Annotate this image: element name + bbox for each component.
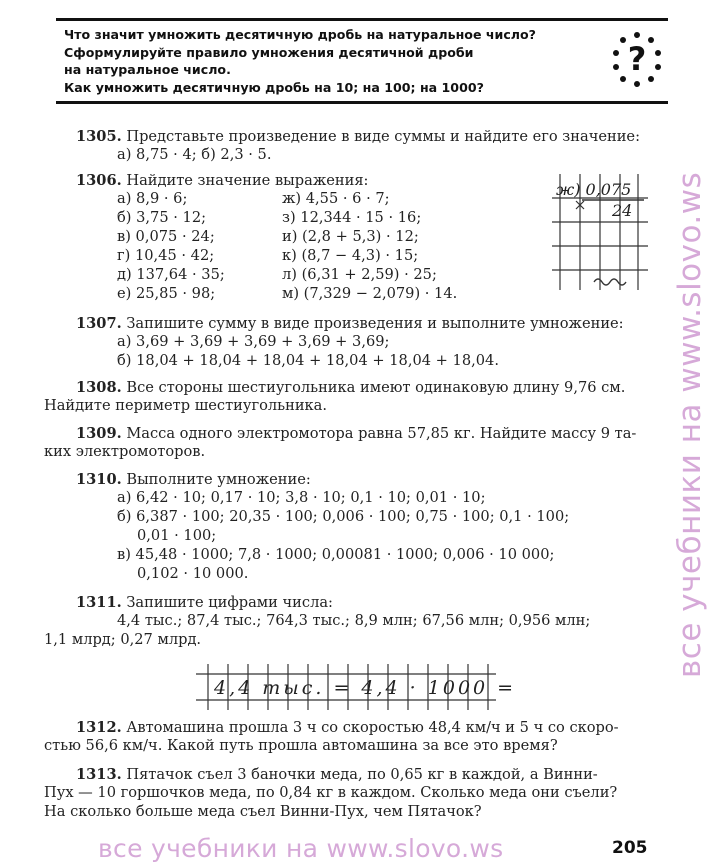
exercise-item: г) 10,45 · 42; <box>117 247 215 264</box>
review-questions-box <box>56 18 668 104</box>
svg-text:?: ? <box>627 40 647 78</box>
exercise-text: стью 56,6 км/ч. Какой путь прошла автомашина за все это время? <box>44 737 558 754</box>
exercise-item: а) 3,69 + 3,69 + 3,69 + 3,69 + 3,69; <box>117 333 390 350</box>
exercise-item: е) 25,85 · 98; <box>117 285 216 302</box>
page-number: 205 <box>612 838 648 858</box>
exercise-item: в) 45,48 · 1000; 7,8 · 1000; 0,00081 · 1000; 0,006 · 10 000; <box>117 546 555 563</box>
exercise-item: б) 18,04 + 18,04 + 18,04 + 18,04 + 18,04 + 18,04. <box>117 352 499 369</box>
exercise-item: и) (2,8 + 5,3) · 12; <box>282 228 419 245</box>
review-questions <box>64 26 584 96</box>
figure1-line1: ж) 0,075 <box>556 180 632 199</box>
exercise-text: На сколько больше меда съел Винни-Пух, чем Пятачок? <box>44 803 482 820</box>
exercise-item: а) 6,42 · 10; 0,17 · 10; 3,8 · 10; 0,1 · 10; 0,01 · 10; <box>117 489 486 506</box>
exercise-1305-items: а) 8,75 · 4; б) 2,3 · 5. <box>117 146 272 163</box>
exercise-1310-title: 1310. Выполните умножение: <box>76 471 311 488</box>
figure1-line2: 24 <box>612 201 633 220</box>
exercise-1309-title: 1309. Масса одного электромотора равна 57,85 кг. Найдите массу 9 та- <box>76 425 637 442</box>
question-mark-dots-icon <box>608 30 666 88</box>
exercise-text: Пух — 10 горшочков меда, по 0,84 кг в каждом. Сколько меда они съели? <box>44 784 618 801</box>
exercise-1306-title: 1306. Найдите значение выражения: <box>76 172 369 189</box>
exercise-1308-title: 1308. Все стороны шестиугольника имеют одинаковую длину 9,76 см. <box>76 379 626 396</box>
exercise-item: 0,01 · 100; <box>137 527 217 544</box>
exercise-text: 4,4 тыс.; 87,4 тыс.; 764,3 тыс.; 8,9 млн; 67,56 млн; 0,956 млн; <box>117 612 591 629</box>
exercise-item: а) 8,9 · 6; <box>117 190 188 207</box>
bottom-watermark: все учебники на www.slovo.ws <box>98 834 504 863</box>
question-line: на натуральное число. <box>64 62 231 78</box>
exercise-item: д) 137,64 · 35; <box>117 266 225 283</box>
exercise-item: л) (6,31 + 2,59) · 25; <box>282 266 437 283</box>
exercise-item: в) 0,075 · 24; <box>117 228 215 245</box>
exercise-text: Найдите периметр шестиугольника. <box>44 397 328 414</box>
exercise-1305-title: 1305. Представьте произведение в виде суммы и найдите его значение: <box>76 128 640 145</box>
question-line: Сформулируйте правило умножения десятичной дроби <box>64 44 474 60</box>
exercise-1307-title: 1307. Запишите сумму в виде произведения и выполните умножение: <box>76 315 624 332</box>
exercise-item: б) 3,75 · 12; <box>117 209 207 226</box>
handwritten-grid-example <box>552 174 650 294</box>
exercise-item: к) (8,7 − 4,3) · 15; <box>282 247 419 264</box>
divider <box>56 18 668 21</box>
question-line: Что значит умножить десятичную дробь на натуральное число? <box>64 27 536 42</box>
exercise-item: м) (7,329 − 2,079) · 14. <box>282 285 458 302</box>
exercise-text: 1,1 млрд; 0,27 млрд. <box>44 631 202 648</box>
exercise-item: б) 6,387 · 100; 20,35 · 100; 0,006 · 100; 0,75 · 100; 0,1 · 100; <box>117 508 570 525</box>
figure2-text: 4,4 тыс. = 4,4 · 1000 = <box>214 677 517 699</box>
exercise-1312-title: 1312. Автомашина прошла 3 ч со скоростью 48,4 км/ч и 5 ч со скоро- <box>76 719 619 736</box>
exercise-text: ких электромоторов. <box>44 443 206 460</box>
question-line: Как умножить десятичную дробь на 10; на 100; на 1000? <box>64 79 484 95</box>
side-watermark <box>650 120 710 680</box>
exercise-1313-title: 1313. Пятачок съел 3 баночки меда, по 0,65 кг в каждой, а Винни- <box>76 766 598 783</box>
exercise-item: ж) 4,55 · 6 · 7; <box>282 190 390 207</box>
divider <box>56 101 668 104</box>
handwritten-number-example <box>196 664 517 710</box>
exercise-1311-title: 1311. Запишите цифрами числа: <box>76 594 333 611</box>
exercise-item: з) 12,344 · 15 · 16; <box>282 209 422 226</box>
side-watermark-text: все учебники на www.slovo.ws <box>672 171 708 678</box>
exercise-item: 0,102 · 10 000. <box>137 565 249 582</box>
